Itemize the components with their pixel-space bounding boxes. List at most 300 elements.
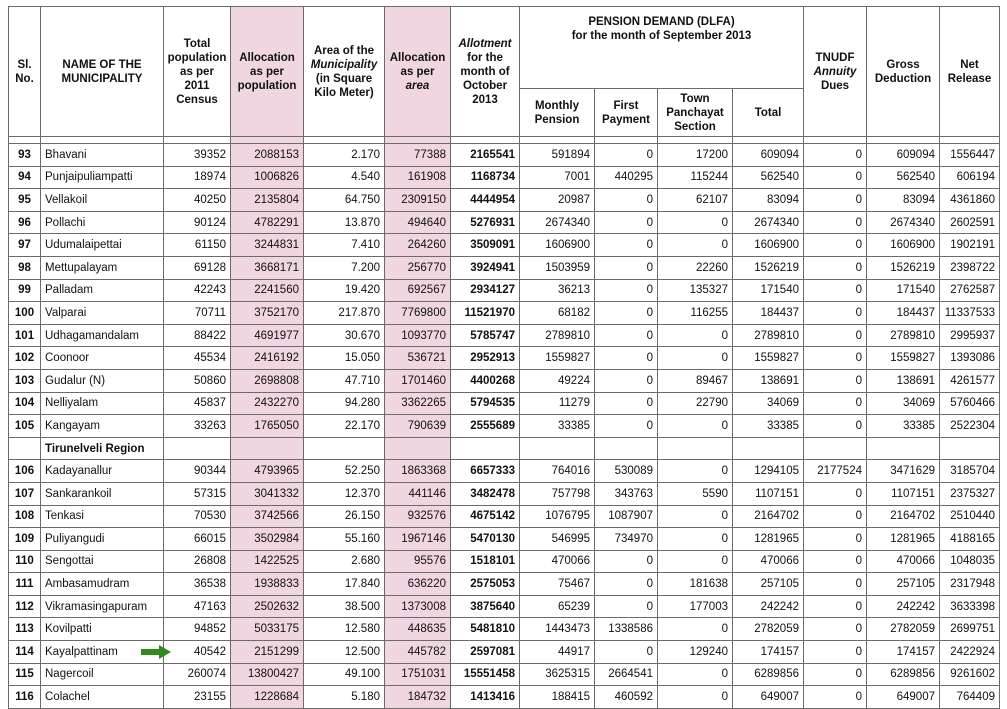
- net-release-cell: 606194: [940, 166, 1000, 189]
- municipality-name: Coonoor: [41, 347, 164, 370]
- area-cell: 22.170: [304, 415, 385, 438]
- total-population-cell: 70711: [164, 302, 231, 325]
- monthly-pension-cell: 1076795: [520, 505, 595, 528]
- allocation-area-cell: 3362265: [385, 392, 451, 415]
- net-release-cell: 2602591: [940, 211, 1000, 234]
- tnudf-dues-cell: 0: [804, 482, 867, 505]
- allocation-population-cell: 4793965: [231, 460, 304, 483]
- total-cell: 171540: [733, 279, 804, 302]
- table-row: [9, 641, 1000, 664]
- allocation-area-cell: 7769800: [385, 302, 451, 325]
- allocation-area-cell: 536721: [385, 347, 451, 370]
- table-row: [9, 550, 1000, 573]
- allocation-population-cell: 2416192: [231, 347, 304, 370]
- municipality-name: Punjaipuliampatti: [41, 166, 164, 189]
- tnudf-dues-cell: 0: [804, 279, 867, 302]
- header-monthly-pension: Monthly Pension: [520, 89, 595, 137]
- header-area: [304, 7, 385, 137]
- town-panchayat-cell: 62107: [658, 189, 733, 212]
- total-cell: 1526219: [733, 256, 804, 279]
- town-panchayat-cell: 0: [658, 347, 733, 370]
- total-population-cell: 40542: [164, 641, 231, 664]
- header-tnudf-post: Dues: [820, 79, 850, 92]
- allocation-area-cell: 264260: [385, 234, 451, 257]
- first-payment-cell: 0: [595, 392, 658, 415]
- area-cell: 5.180: [304, 686, 385, 709]
- total-cell: 1107151: [733, 482, 804, 505]
- header-area-post: (in Square Kilo Meter): [314, 72, 374, 99]
- allocation-population-cell: 4691977: [231, 324, 304, 347]
- table-row: [9, 392, 1000, 415]
- allocation-population-cell: 3502984: [231, 528, 304, 551]
- municipality-name: Kovilpatti: [41, 618, 164, 641]
- monthly-pension-cell: 75467: [520, 573, 595, 596]
- table-row: [9, 234, 1000, 257]
- allotment-cell: 3924941: [451, 256, 520, 279]
- gross-deduction-cell: 242242: [867, 595, 940, 618]
- municipality-name: Vikramasingapuram: [41, 595, 164, 618]
- header-allotment: [451, 7, 520, 137]
- municipality-name: Ambasamudram: [41, 573, 164, 596]
- area-cell: 55.160: [304, 528, 385, 551]
- monthly-pension-cell: 1443473: [520, 618, 595, 641]
- area-cell: 7.200: [304, 256, 385, 279]
- first-payment-cell: 1338586: [595, 618, 658, 641]
- total-population-cell: 88422: [164, 324, 231, 347]
- header-first-payment: First Payment: [595, 89, 658, 137]
- total-cell: 609094: [733, 144, 804, 167]
- sl-cell: 111: [9, 573, 41, 596]
- area-cell: 17.840: [304, 573, 385, 596]
- header-gap-row: [9, 137, 1000, 144]
- sl-cell: 113: [9, 618, 41, 641]
- table-row: [9, 573, 1000, 596]
- header-name: NAME OF THE MUNICIPALITY: [41, 7, 164, 137]
- town-panchayat-cell: 129240: [658, 641, 733, 664]
- region-heading-body: [9, 437, 1000, 460]
- allocation-population-cell: 13800427: [231, 663, 304, 686]
- tnudf-dues-cell: 0: [804, 189, 867, 212]
- municipality-name: Kadayanallur: [41, 460, 164, 483]
- allocation-area-cell: 95576: [385, 550, 451, 573]
- allocation-area-cell: 77388: [385, 144, 451, 167]
- first-payment-cell: 2664541: [595, 663, 658, 686]
- tnudf-dues-cell: 0: [804, 256, 867, 279]
- allocation-area-cell: 445782: [385, 641, 451, 664]
- municipality-name: Valparai: [41, 302, 164, 325]
- municipality-name: Pollachi: [41, 211, 164, 234]
- municipality-name: Puliyangudi: [41, 528, 164, 551]
- sl-cell: 112: [9, 595, 41, 618]
- net-release-cell: 2995937: [940, 324, 1000, 347]
- allotment-cell: 3875640: [451, 595, 520, 618]
- municipality-name: Mettupalayam: [41, 256, 164, 279]
- sl-cell: 105: [9, 415, 41, 438]
- first-payment-cell: 0: [595, 550, 658, 573]
- gross-deduction-cell: 1559827: [867, 347, 940, 370]
- net-release-cell: 4261577: [940, 369, 1000, 392]
- gross-deduction-cell: 2164702: [867, 505, 940, 528]
- allocation-area-cell: 2309150: [385, 189, 451, 212]
- header-allotment-italic: Allotment: [458, 37, 512, 50]
- total-population-cell: 36538: [164, 573, 231, 596]
- allocation-population-cell: 3668171: [231, 256, 304, 279]
- total-cell: 1294105: [733, 460, 804, 483]
- table-body-coimbatore: [9, 144, 1000, 438]
- allotment-cell: 4444954: [451, 189, 520, 212]
- header-tnudf-pre: TNUDF: [815, 51, 855, 64]
- tnudf-dues-cell: 0: [804, 505, 867, 528]
- monthly-pension-cell: 3625315: [520, 663, 595, 686]
- total-population-cell: 70530: [164, 505, 231, 528]
- allotment-cell: 1168734: [451, 166, 520, 189]
- monthly-pension-cell: 1503959: [520, 256, 595, 279]
- area-cell: 52.250: [304, 460, 385, 483]
- monthly-pension-cell: 44917: [520, 641, 595, 664]
- allocation-area-cell: 1373008: [385, 595, 451, 618]
- sl-cell: 106: [9, 460, 41, 483]
- tnudf-dues-cell: 0: [804, 347, 867, 370]
- allotment-cell: 5785747: [451, 324, 520, 347]
- tnudf-dues-cell: 0: [804, 324, 867, 347]
- first-payment-cell: 734970: [595, 528, 658, 551]
- total-cell: 83094: [733, 189, 804, 212]
- tnudf-dues-cell: 2177524: [804, 460, 867, 483]
- gross-deduction-cell: 3471629: [867, 460, 940, 483]
- total-cell: 174157: [733, 641, 804, 664]
- allotment-cell: 5794535: [451, 392, 520, 415]
- gross-deduction-cell: 1281965: [867, 528, 940, 551]
- area-cell: 12.370: [304, 482, 385, 505]
- first-payment-cell: 0: [595, 369, 658, 392]
- town-panchayat-cell: 0: [658, 505, 733, 528]
- total-cell: 562540: [733, 166, 804, 189]
- gross-deduction-cell: 83094: [867, 189, 940, 212]
- municipality-name: Sankarankoil: [41, 482, 164, 505]
- total-population-cell: 57315: [164, 482, 231, 505]
- table-row: [9, 302, 1000, 325]
- sl-cell: 94: [9, 166, 41, 189]
- sl-cell: 104: [9, 392, 41, 415]
- header-sl-no: Sl. No.: [9, 7, 41, 137]
- town-panchayat-cell: 5590: [658, 482, 733, 505]
- sl-cell: 95: [9, 189, 41, 212]
- area-cell: 12.500: [304, 641, 385, 664]
- header-gross-deduction: Gross Deduction: [867, 7, 940, 137]
- allocation-area-cell: 636220: [385, 573, 451, 596]
- monthly-pension-cell: 20987: [520, 189, 595, 212]
- first-payment-cell: 1087907: [595, 505, 658, 528]
- first-payment-cell: 0: [595, 234, 658, 257]
- allocation-population-cell: 3041332: [231, 482, 304, 505]
- net-release-cell: 2510440: [940, 505, 1000, 528]
- municipality-name: Nagercoil: [41, 663, 164, 686]
- first-payment-cell: 0: [595, 347, 658, 370]
- monthly-pension-cell: 7001: [520, 166, 595, 189]
- region-row: [9, 437, 1000, 460]
- net-release-cell: 3185704: [940, 460, 1000, 483]
- table-row: [9, 663, 1000, 686]
- table-row: [9, 256, 1000, 279]
- tnudf-dues-cell: 0: [804, 595, 867, 618]
- total-population-cell: 33263: [164, 415, 231, 438]
- first-payment-cell: 0: [595, 595, 658, 618]
- gross-deduction-cell: 562540: [867, 166, 940, 189]
- area-cell: 13.870: [304, 211, 385, 234]
- first-payment-cell: 440295: [595, 166, 658, 189]
- town-panchayat-cell: 17200: [658, 144, 733, 167]
- allotment-cell: 2575053: [451, 573, 520, 596]
- tnudf-dues-cell: 0: [804, 415, 867, 438]
- first-payment-cell: 0: [595, 279, 658, 302]
- gross-deduction-cell: 1606900: [867, 234, 940, 257]
- sl-cell: 103: [9, 369, 41, 392]
- first-payment-cell: 0: [595, 144, 658, 167]
- town-panchayat-cell: 0: [658, 460, 733, 483]
- right-arrow-icon: [141, 645, 171, 659]
- tnudf-dues-cell: 0: [804, 618, 867, 641]
- total-cell: 34069: [733, 392, 804, 415]
- table-row: [9, 482, 1000, 505]
- gross-deduction-cell: 174157: [867, 641, 940, 664]
- sl-cell: 114: [9, 641, 41, 664]
- gross-deduction-cell: 2782059: [867, 618, 940, 641]
- area-cell: 15.050: [304, 347, 385, 370]
- net-release-cell: 2762587: [940, 279, 1000, 302]
- gross-deduction-cell: 6289856: [867, 663, 940, 686]
- town-panchayat-cell: 0: [658, 686, 733, 709]
- total-population-cell: 26808: [164, 550, 231, 573]
- gross-deduction-cell: 1107151: [867, 482, 940, 505]
- sl-cell: 99: [9, 279, 41, 302]
- total-cell: 1559827: [733, 347, 804, 370]
- first-payment-cell: 0: [595, 324, 658, 347]
- table-row: [9, 369, 1000, 392]
- gross-deduction-cell: 609094: [867, 144, 940, 167]
- gross-deduction-cell: 33385: [867, 415, 940, 438]
- first-payment-cell: 343763: [595, 482, 658, 505]
- allotment-cell: 2934127: [451, 279, 520, 302]
- allocation-population-cell: 1006826: [231, 166, 304, 189]
- net-release-cell: 3633398: [940, 595, 1000, 618]
- table-row: [9, 460, 1000, 483]
- total-population-cell: 69128: [164, 256, 231, 279]
- total-population-cell: 50860: [164, 369, 231, 392]
- area-cell: 26.150: [304, 505, 385, 528]
- allocation-population-cell: 2088153: [231, 144, 304, 167]
- gross-deduction-cell: 257105: [867, 573, 940, 596]
- allotment-cell: 2597081: [451, 641, 520, 664]
- sl-cell: 101: [9, 324, 41, 347]
- monthly-pension-cell: 33385: [520, 415, 595, 438]
- allocation-population-cell: 4782291: [231, 211, 304, 234]
- allocation-area-cell: 1967146: [385, 528, 451, 551]
- total-cell: 138691: [733, 369, 804, 392]
- total-cell: 2674340: [733, 211, 804, 234]
- header-pension-line2: for the month of September 2013: [571, 30, 752, 42]
- table-row: [9, 347, 1000, 370]
- table-row: [9, 211, 1000, 234]
- total-cell: 33385: [733, 415, 804, 438]
- area-cell: 217.870: [304, 302, 385, 325]
- area-cell: 47.710: [304, 369, 385, 392]
- town-panchayat-cell: 135327: [658, 279, 733, 302]
- sl-cell: 110: [9, 550, 41, 573]
- total-cell: 470066: [733, 550, 804, 573]
- allocation-area-cell: 448635: [385, 618, 451, 641]
- town-panchayat-cell: 0: [658, 528, 733, 551]
- sl-cell: 115: [9, 663, 41, 686]
- tnudf-dues-cell: 0: [804, 144, 867, 167]
- tnudf-dues-cell: 0: [804, 550, 867, 573]
- area-cell: 64.750: [304, 189, 385, 212]
- total-population-cell: 45837: [164, 392, 231, 415]
- allocation-population-cell: 1422525: [231, 550, 304, 573]
- allotment-cell: 4400268: [451, 369, 520, 392]
- town-panchayat-cell: 181638: [658, 573, 733, 596]
- allocation-population-cell: 2698808: [231, 369, 304, 392]
- table-row: [9, 505, 1000, 528]
- monthly-pension-cell: 49224: [520, 369, 595, 392]
- net-release-cell: 9261602: [940, 663, 1000, 686]
- area-cell: 2.170: [304, 144, 385, 167]
- gross-deduction-cell: 1526219: [867, 256, 940, 279]
- net-release-cell: 2699751: [940, 618, 1000, 641]
- first-payment-cell: 0: [595, 211, 658, 234]
- town-panchayat-cell: 89467: [658, 369, 733, 392]
- gross-deduction-cell: 2789810: [867, 324, 940, 347]
- monthly-pension-cell: 1559827: [520, 347, 595, 370]
- sl-cell: 97: [9, 234, 41, 257]
- allocation-population-cell: 3752170: [231, 302, 304, 325]
- allocation-area-cell: 1751031: [385, 663, 451, 686]
- first-payment-cell: 0: [595, 189, 658, 212]
- gross-deduction-cell: 649007: [867, 686, 940, 709]
- sl-cell: 116: [9, 686, 41, 709]
- allocation-population-cell: 1228684: [231, 686, 304, 709]
- header-allocation-area-pre: Allocation as per: [389, 51, 446, 78]
- municipality-name: Tenkasi: [41, 505, 164, 528]
- town-panchayat-cell: 0: [658, 234, 733, 257]
- net-release-cell: 2375327: [940, 482, 1000, 505]
- header-total-population: Total population as per 2011 Census: [164, 7, 231, 137]
- total-population-cell: 23155: [164, 686, 231, 709]
- table-row: [9, 279, 1000, 302]
- first-payment-cell: 0: [595, 573, 658, 596]
- net-release-cell: 2317948: [940, 573, 1000, 596]
- municipality-name: Colachel: [41, 686, 164, 709]
- total-cell: 649007: [733, 686, 804, 709]
- table-row: [9, 595, 1000, 618]
- sl-cell: 93: [9, 144, 41, 167]
- monthly-pension-cell: 2674340: [520, 211, 595, 234]
- total-population-cell: 260074: [164, 663, 231, 686]
- sl-cell: 100: [9, 302, 41, 325]
- tnudf-dues-cell: 0: [804, 573, 867, 596]
- total-population-cell: 94852: [164, 618, 231, 641]
- region-sl-cell: [9, 437, 41, 460]
- tnudf-dues-cell: 0: [804, 369, 867, 392]
- allotment-cell: 3509091: [451, 234, 520, 257]
- total-cell: 184437: [733, 302, 804, 325]
- municipality-name: Nelliyalam: [41, 392, 164, 415]
- allocation-area-cell: 790639: [385, 415, 451, 438]
- header-net-release: Net Release: [940, 7, 1000, 137]
- allotment-cell: 5276931: [451, 211, 520, 234]
- sl-cell: 107: [9, 482, 41, 505]
- net-release-cell: 11337533: [940, 302, 1000, 325]
- allocation-area-cell: 161908: [385, 166, 451, 189]
- municipality-name: Udhagamandalam: [41, 324, 164, 347]
- table-row: [9, 686, 1000, 709]
- tnudf-dues-cell: 0: [804, 234, 867, 257]
- net-release-cell: 2398722: [940, 256, 1000, 279]
- allocation-area-cell: 932576: [385, 505, 451, 528]
- monthly-pension-cell: 757798: [520, 482, 595, 505]
- allotment-cell: 11521970: [451, 302, 520, 325]
- total-cell: 242242: [733, 595, 804, 618]
- area-cell: 12.580: [304, 618, 385, 641]
- allocation-population-cell: 1765050: [231, 415, 304, 438]
- allotment-cell: 4675142: [451, 505, 520, 528]
- allocation-population-cell: 2151299: [231, 641, 304, 664]
- allocation-population-cell: 3244831: [231, 234, 304, 257]
- header-pension-demand: [520, 7, 804, 89]
- municipality-name: Kayalpattinam: [41, 641, 164, 664]
- first-payment-cell: 530089: [595, 460, 658, 483]
- region-label: Tirunelveli Region: [41, 437, 164, 460]
- gross-deduction-cell: 171540: [867, 279, 940, 302]
- area-cell: 38.500: [304, 595, 385, 618]
- town-panchayat-cell: 115244: [658, 166, 733, 189]
- allocation-area-cell: 184732: [385, 686, 451, 709]
- header-town-panchayat: Town Panchayat Section: [658, 89, 733, 137]
- monthly-pension-cell: 11279: [520, 392, 595, 415]
- header-area-pre: Area of the: [313, 44, 375, 57]
- town-panchayat-cell: 0: [658, 550, 733, 573]
- net-release-cell: 764409: [940, 686, 1000, 709]
- municipality-name: Palladam: [41, 279, 164, 302]
- allocation-population-cell: 2241560: [231, 279, 304, 302]
- table-row: [9, 528, 1000, 551]
- allotment-cell: 5470130: [451, 528, 520, 551]
- header-allocation-area-italic: area: [405, 79, 430, 92]
- net-release-cell: 4361860: [940, 189, 1000, 212]
- header-allocation-population: Allocation as per population: [231, 7, 304, 137]
- table-row: [9, 144, 1000, 167]
- town-panchayat-cell: 22790: [658, 392, 733, 415]
- total-cell: 6289856: [733, 663, 804, 686]
- allocation-area-cell: 1701460: [385, 369, 451, 392]
- total-population-cell: 90344: [164, 460, 231, 483]
- total-cell: 257105: [733, 573, 804, 596]
- total-cell: 2789810: [733, 324, 804, 347]
- municipality-name: Kangayam: [41, 415, 164, 438]
- allocation-population-cell: 3742566: [231, 505, 304, 528]
- total-cell: 2782059: [733, 618, 804, 641]
- allocation-population-cell: 1938833: [231, 573, 304, 596]
- allotment-cell: 5481810: [451, 618, 520, 641]
- gross-deduction-cell: 34069: [867, 392, 940, 415]
- table-header: [9, 7, 1000, 144]
- monthly-pension-cell: 65239: [520, 595, 595, 618]
- allotment-cell: 1518101: [451, 550, 520, 573]
- gross-deduction-cell: 184437: [867, 302, 940, 325]
- tnudf-dues-cell: 0: [804, 641, 867, 664]
- table-row: [9, 189, 1000, 212]
- monthly-pension-cell: 591894: [520, 144, 595, 167]
- header-allotment-post: for the month of October 2013: [460, 51, 510, 106]
